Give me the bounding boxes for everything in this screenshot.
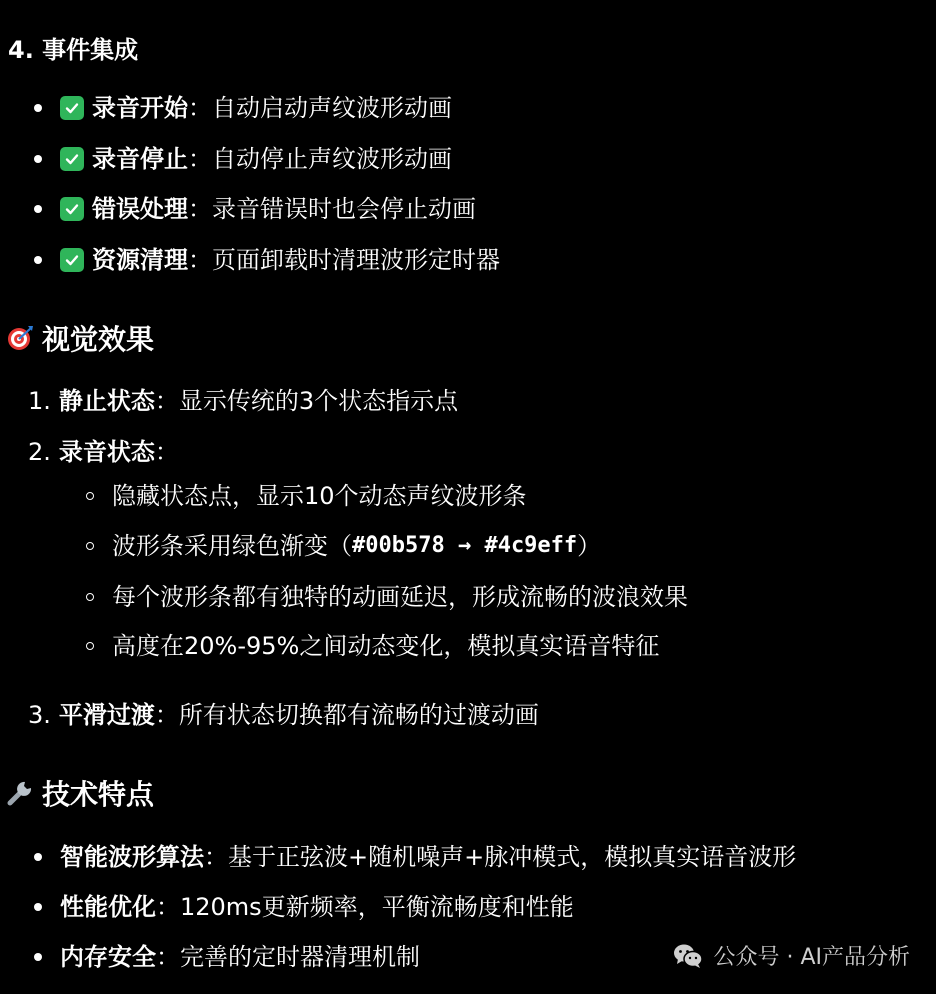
section-heading-tech-features [6, 773, 154, 813]
list-item [34, 842, 796, 872]
bullet-icon [34, 104, 42, 112]
sub-list-item [86, 531, 601, 561]
item-text: ：录音错误时也会停止动画 [188, 195, 476, 223]
list-item [28, 437, 179, 467]
sub-item-text: 每个波形条都有独特的动画延迟，形成流畅的波浪效果 [112, 583, 688, 611]
bullet-icon [34, 256, 42, 264]
list-item [34, 245, 500, 275]
bullet-icon [34, 953, 42, 961]
item-text: ：120ms更新频率，平衡流畅度和性能 [156, 893, 574, 921]
item-label: 资源清理 [92, 246, 188, 274]
hollow-bullet-icon [86, 593, 94, 601]
item-label: 录音状态 [58, 438, 155, 466]
item-number: 2. [28, 438, 51, 466]
check-mark-icon [60, 197, 84, 221]
section-title: 视觉效果 [42, 323, 155, 356]
watermark-text: 公众号 · AI产品分析 [713, 945, 910, 970]
section-heading-event-integration: 4. 事件集成 [8, 36, 139, 64]
gradient-code: #00b578 → #4c9eff [352, 533, 578, 558]
item-label: 智能波形算法 [60, 843, 204, 871]
bullet-icon [34, 903, 42, 911]
hollow-bullet-icon [86, 542, 94, 550]
list-item [34, 93, 452, 123]
check-mark-icon [60, 248, 84, 272]
bullet-icon [34, 155, 42, 163]
list-item [34, 194, 476, 224]
watermark [673, 940, 910, 971]
sub-item-text: 波形条采用绿色渐变（ [112, 532, 352, 560]
item-label: 静止状态 [58, 387, 155, 415]
item-text: ：完善的定时器清理机制 [156, 943, 420, 971]
list-item [34, 942, 420, 972]
item-label: 平滑过渡 [58, 701, 155, 729]
sub-list-item [86, 631, 659, 661]
hollow-bullet-icon [86, 642, 94, 650]
item-number: 3. [28, 701, 51, 729]
item-label: 性能优化 [60, 893, 156, 921]
hollow-bullet-icon [86, 492, 94, 500]
item-label: 错误处理 [92, 195, 188, 223]
sub-item-text-close: ） [577, 532, 602, 560]
sub-list-item [86, 481, 527, 511]
item-text: ：所有状态切换都有流畅的过渡动画 [154, 701, 539, 729]
check-mark-icon [60, 96, 84, 120]
item-number: 1. [28, 387, 51, 415]
item-text: ：显示传统的3个状态指示点 [154, 387, 459, 415]
wrench-icon [6, 779, 34, 807]
bullet-icon [34, 205, 42, 213]
list-item [34, 144, 452, 174]
list-item [28, 700, 539, 730]
item-text: ：自动启动声纹波形动画 [188, 94, 452, 122]
item-text: ：页面卸载时清理波形定时器 [188, 246, 500, 274]
item-label: 录音停止 [92, 145, 188, 173]
list-item [28, 386, 458, 416]
item-text: ：基于正弦波+随机噪声+脉冲模式，模拟真实语音波形 [204, 843, 797, 871]
section-title: 技术特点 [42, 778, 155, 811]
sub-item-text: 隐藏状态点，显示10个动态声纹波形条 [112, 482, 527, 510]
item-text: ： [154, 438, 179, 466]
list-item [34, 892, 574, 922]
wechat-icon [673, 943, 703, 969]
dart-target-icon [6, 324, 34, 352]
item-text: ：自动停止声纹波形动画 [188, 145, 452, 173]
item-label: 录音开始 [92, 94, 188, 122]
section-heading-visual-effects [6, 318, 154, 358]
sub-item-text: 高度在20%-95%之间动态变化，模拟真实语音特征 [112, 632, 660, 660]
check-mark-icon [60, 147, 84, 171]
sub-list-item [86, 582, 688, 612]
bullet-icon [34, 853, 42, 861]
item-label: 内存安全 [60, 943, 156, 971]
